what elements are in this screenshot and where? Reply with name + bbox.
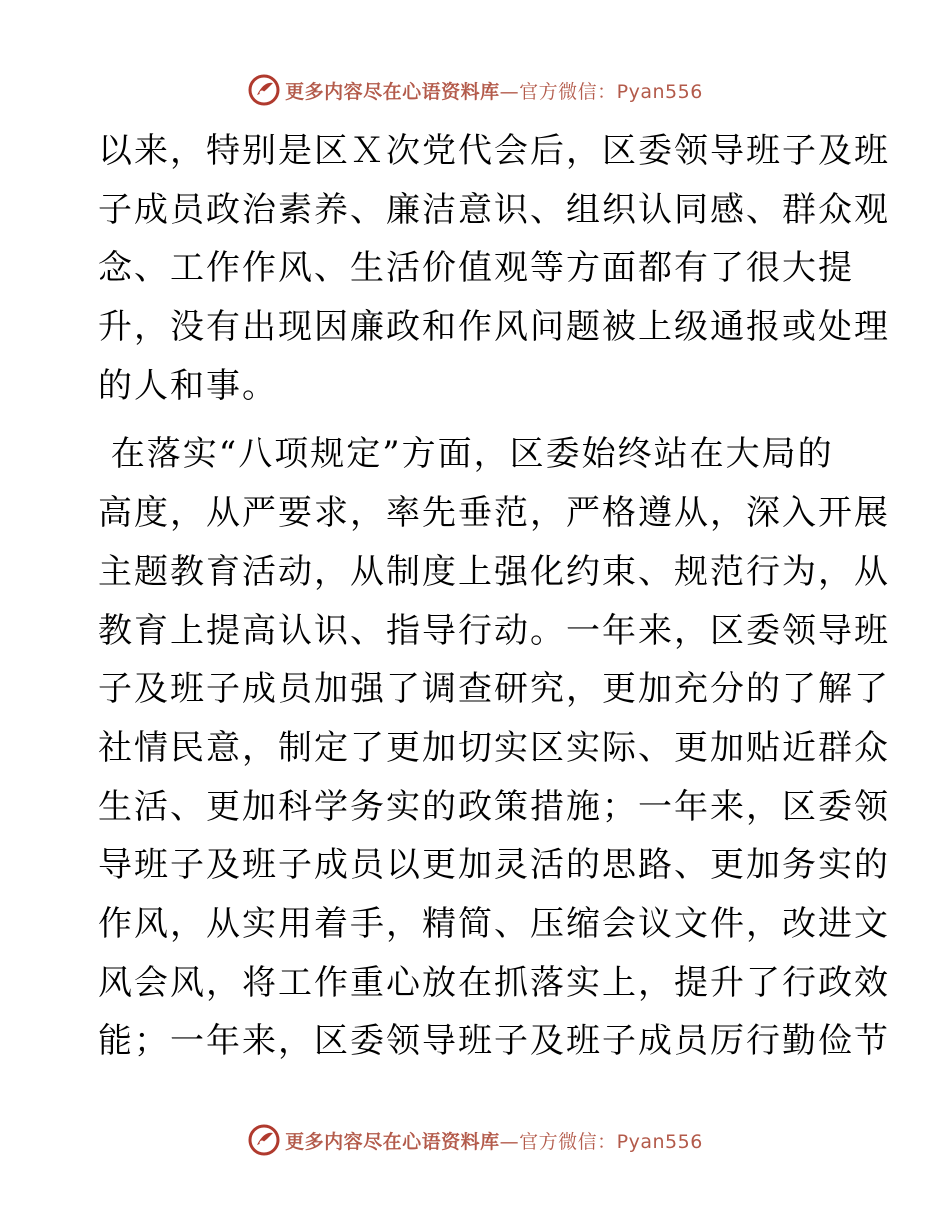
- text-line: 在落实“八项规定”方面，区委始终站在大局的: [98, 434, 834, 475]
- watermark-wechat: 官方微信：Pyan556: [519, 80, 703, 103]
- text-line: 的人和事。: [98, 365, 278, 406]
- watermark-title: 更多内容尽在心语资料库: [285, 80, 500, 103]
- watermark-dash: —: [499, 1130, 520, 1153]
- text-line: 主题教育活动，从制度上强化约束、规范行为，从: [98, 551, 890, 592]
- text-line: 高度，从严要求，率先垂范，严格遵从，深入开展: [98, 493, 890, 534]
- watermark-title: 更多内容尽在心语资料库: [285, 1130, 500, 1153]
- text-line: 升，没有出现因廉政和作风问题被上级通报或处理: [98, 307, 890, 348]
- text-line: 社情民意，制定了更加切实区实际、更加贴近群众: [98, 727, 890, 768]
- text-line: 风会风，将工作重心放在抓落实上，提升了行政效: [98, 962, 890, 1003]
- text-line: 子及班子成员加强了调查研究，更加充分的了解了: [98, 669, 890, 710]
- footer-watermark: [0, 1120, 950, 1160]
- watermark-text: [285, 1127, 703, 1154]
- text-line: 生活、更加科学务实的政策措施；一年来，区委领: [98, 786, 890, 827]
- paragraph-1: [98, 122, 890, 415]
- paragraph-2: [98, 425, 890, 1071]
- text-line: 念、工作作风、生活价值观等方面都有了很大提: [98, 248, 854, 289]
- watermark-text: [285, 77, 703, 104]
- logo-icon: [247, 73, 281, 107]
- text-line: 能；一年来，区委领导班子及班子成员厉行勤俭节: [98, 1021, 890, 1062]
- text-line: 以来，特别是区Ｘ次党代会后，区委领导班子及班: [98, 131, 890, 171]
- logo-icon: [247, 1123, 281, 1157]
- text-line: 教育上提高认识、指导行动。一年来，区委领导班: [98, 610, 890, 651]
- document-body: [98, 122, 890, 1071]
- header-watermark: [0, 70, 950, 110]
- watermark-wechat: 官方微信：Pyan556: [519, 1130, 703, 1153]
- text-line: 导班子及班子成员以更加灵活的思路、更加务实的: [98, 845, 890, 886]
- watermark-dash: —: [499, 80, 520, 103]
- text-line: 子成员政治素养、廉洁意识、组织认同感、群众观: [98, 189, 890, 230]
- text-line: 作风，从实用着手，精简、压缩会议文件，改进文: [98, 903, 890, 944]
